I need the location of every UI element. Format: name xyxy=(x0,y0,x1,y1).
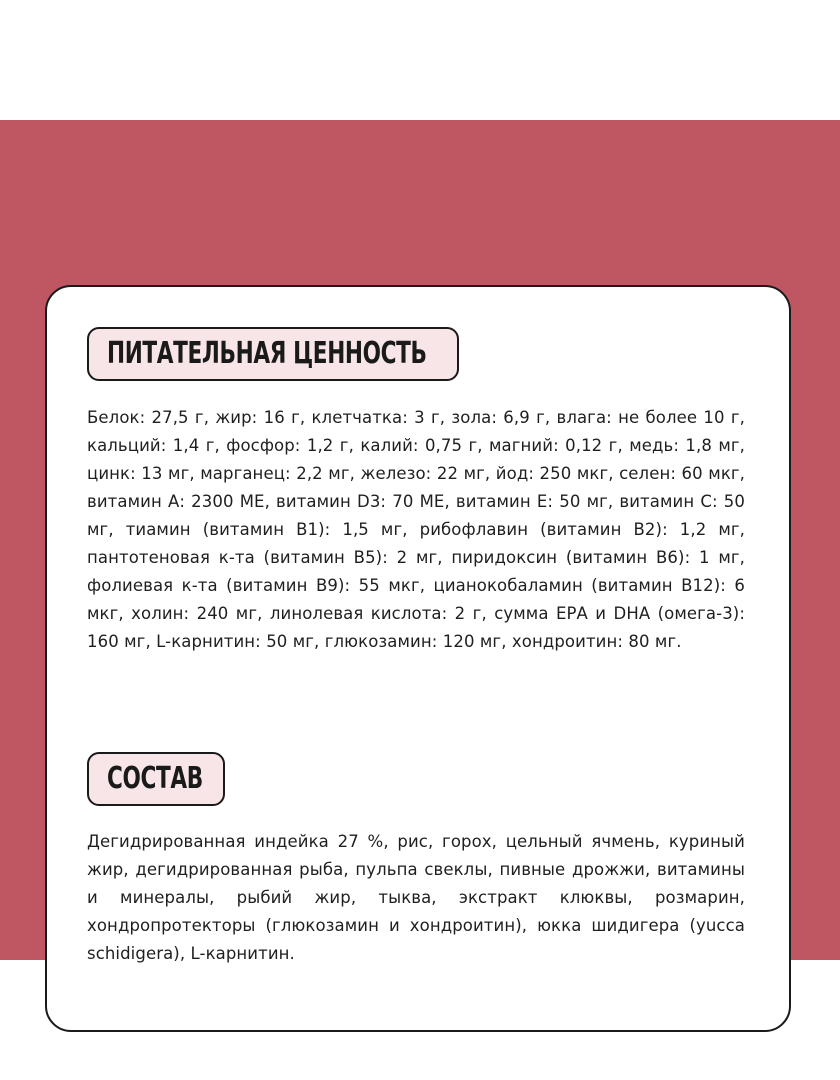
nutrition-text: Белок: 27,5 г, жир: 16 г, клетчатка: 3 г, зола: 6,9 г, влага: не более 10 г, кальций: 1,4 г, фосфор: 1,2 г, калий: 0,75 г, магний: 0,12 г, медь: 1,8 мг, цинк: 13 мг, марганец: 2,2 мг, железо: 22 мг, йод: 250 мкг, селен: 60 мкг, витамин А: 2300 МЕ, витамин D3: 70 МЕ, витамин Е: 50 мг, витамин С: 50 мг, тиамин (витамин В1): 1,5 мг, рибофлавин (витамин В2): 1,2 мг, пантотеновая к-та (витамин В5): 2 мг, пиридоксин (витамин В6): 1 мг, фолиевая к-та (витамин В9): 55 мкг, цианокобаламин (витамин В12): 6 мкг, холин: 240 мг, линолевая кислота: 2 г, сумма ЕРА и DHA (омега-3): 160 мг, L-карнитин: 50 мг, глюкозамин: 120 мг, хондроитин: 80 мг. xyxy=(87,408,745,651)
composition-text: Дегидрированная индейка 27 %, рис, горох, цельный ячмень, куриный жир, дегидрированная рыба, пульпа свеклы, пивные дрожжи, витамины и минералы, рыбий жир, тыква, экстракт клюквы, розмарин, хондропротекторы (глюкозамин и хондроитин), юкка шидигера (yucca schidigera), L-карнитин. xyxy=(87,832,745,963)
composition-heading xyxy=(87,752,225,806)
info-card xyxy=(45,285,791,1032)
background-band xyxy=(0,120,840,963)
nutrition-heading-text: ПИТАТЕЛЬНАЯ ЦЕННОСТЬ xyxy=(107,336,427,371)
nutrition-heading xyxy=(87,327,459,381)
composition-heading-text: СОСТАВ xyxy=(107,761,203,796)
